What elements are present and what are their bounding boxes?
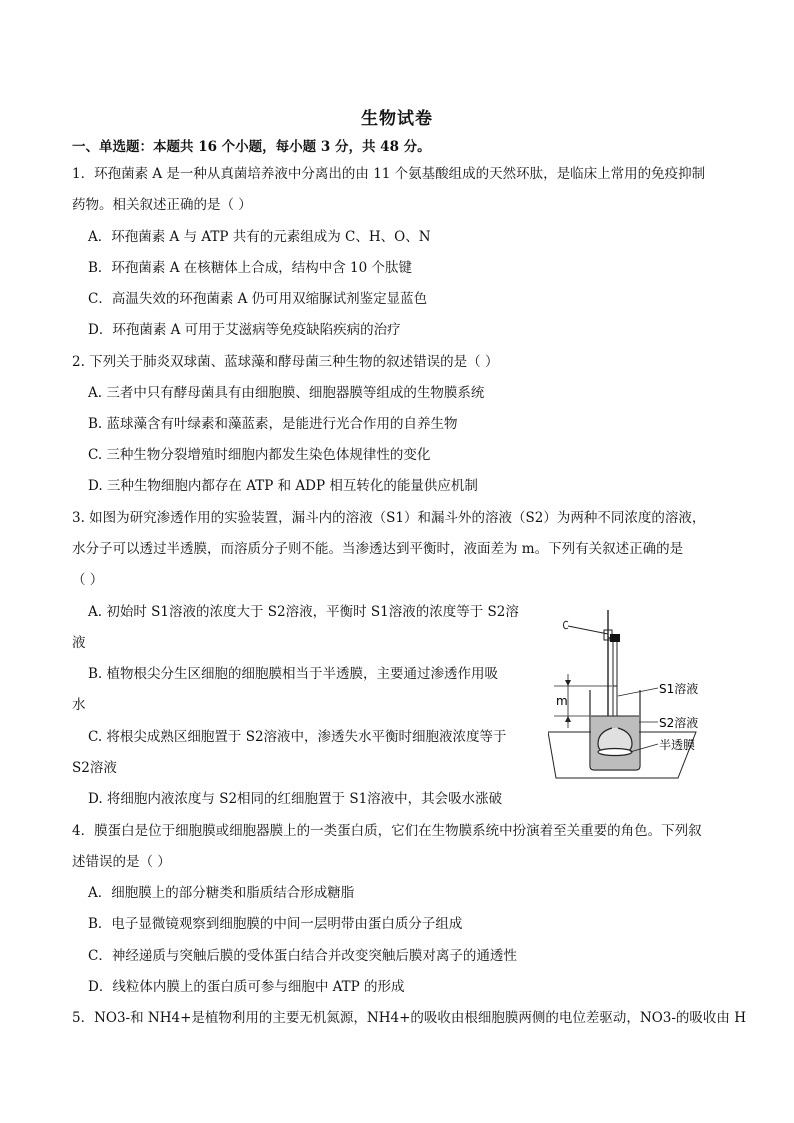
q1-option-b: B．环孢菌素 A 在核糖体上合成，结构中含 10 个肽键 bbox=[88, 260, 413, 276]
m-arrow-top bbox=[565, 680, 571, 686]
q3-option-c-line2: S2溶液 bbox=[72, 760, 117, 776]
q2-option-d: D. 三种生物细胞内都存在 ATP 和 ADP 相互转化的能量供应机制 bbox=[88, 478, 478, 494]
q3-stem-line1: 3. 如图为研究渗透作用的实验装置，漏斗内的溶液（S1）和漏斗外的溶液（S2）为两种不同浓度的溶液， bbox=[72, 510, 706, 526]
q2-option-c: C. 三种生物分裂增殖时细胞内都发生染色体规律性的变化 bbox=[88, 447, 431, 463]
m-arrow-bottom bbox=[565, 716, 571, 722]
label-m: m bbox=[556, 694, 568, 708]
q3-option-c-line1: C. 将根尖成熟区细胞置于 S2溶液中，渗透失水平衡时细胞液浓度等于 bbox=[88, 729, 507, 745]
q2-option-b: B. 蓝球藻含有叶绿素和藻蓝素，是能进行光合作用的自养生物 bbox=[88, 416, 458, 432]
q3-option-d: D. 将细胞内液浓度与 S2相同的红细胞置于 S1溶液中，其会吸水涨破 bbox=[88, 791, 503, 807]
q1-stem-line1: 1．环孢菌素 A 是一种从真菌培养液中分离出的由 11 个氨基酸组成的天然环肽，是临床上常用的免疫抑制 bbox=[72, 166, 706, 182]
label-s2-solution: S2溶液 bbox=[659, 716, 699, 730]
q3-stem-line3: （ ） bbox=[72, 572, 104, 588]
q1-option-a: A．环孢菌素 A 与 ATP 共有的元素组成为 C、H、O、N bbox=[88, 229, 431, 245]
q1-option-c: C．高温失效的环孢菌素 A 仍可用双缩脲试剂鉴定显蓝色 bbox=[88, 291, 428, 307]
q1-stem-line2: 药物。相关叙述正确的是（ ） bbox=[72, 197, 252, 213]
label-s1-solution: S1溶液 bbox=[659, 682, 699, 696]
semipermeable-membrane bbox=[598, 749, 632, 756]
page-title: 生物试卷 bbox=[361, 109, 433, 129]
q4-stem-line1: 4．膜蛋白是位于细胞膜或细胞器膜上的一类蛋白质，它们在生物膜系统中扮演着至关重要的角色。下列叙 bbox=[72, 823, 702, 839]
osmosis-apparatus-figure bbox=[548, 604, 728, 780]
q3-option-b-line2: 水 bbox=[72, 697, 86, 713]
q5-stem-line1: 5．NO3-和 NH4+是植物利用的主要无机氮源，NH4+的吸收由根细胞膜两侧的电位差驱动，NO3-的吸收由 H bbox=[72, 1010, 746, 1026]
q3-option-a-line1: A. 初始时 S1溶液的浓度大于 S2溶液，平衡时 S1溶液的浓度等于 S2溶 bbox=[88, 604, 519, 620]
q1-option-d: D．环孢菌素 A 可用于艾滋病等免疫缺陷疾病的治疗 bbox=[88, 322, 401, 338]
tube-clamp-block bbox=[610, 634, 620, 642]
section-header: 一、单选题：本题共 16 个小题，每小题 3 分，共 48 分。 bbox=[72, 139, 431, 155]
q2-stem: 2. 下列关于肺炎双球菌、蓝球藻和酵母菌三种生物的叙述错误的是（ ） bbox=[72, 354, 499, 370]
q4-option-d: D．线粒体内膜上的蛋白质可参与细胞中 ATP 的形成 bbox=[88, 979, 405, 995]
s1-callout-line bbox=[618, 688, 658, 696]
q4-option-a: A．细胞膜上的部分糖类和脂质结合形成糖脂 bbox=[88, 885, 355, 901]
q4-option-b: B．电子显微镜观察到细胞膜的中间一层明带由蛋白质分子组成 bbox=[88, 916, 463, 932]
q2-option-a: A. 三者中只有酵母菌具有由细胞膜、细胞器膜等组成的生物膜系统 bbox=[88, 385, 485, 401]
q4-option-c: C．神经递质与突触后膜的受体蛋白结合并改变突触后膜对离子的通透性 bbox=[88, 948, 517, 964]
q3-stem-line2: 水分子可以透过半透膜，而溶质分子则不能。当渗透达到平衡时，液面差为 m。下列有关叙述正确的是 bbox=[72, 541, 684, 557]
q3-option-b-line1: B. 植物根尖分生区细胞的细胞膜相当于半透膜，主要通过渗透作用吸 bbox=[88, 666, 499, 682]
label-semipermeable-membrane: 半透膜 bbox=[659, 738, 696, 752]
clamp-screw-rod bbox=[568, 626, 608, 634]
clamp-screw-icon bbox=[564, 621, 569, 628]
q4-stem-line2: 述错误的是（ ） bbox=[72, 854, 171, 870]
q3-option-a-line2: 液 bbox=[72, 635, 86, 651]
